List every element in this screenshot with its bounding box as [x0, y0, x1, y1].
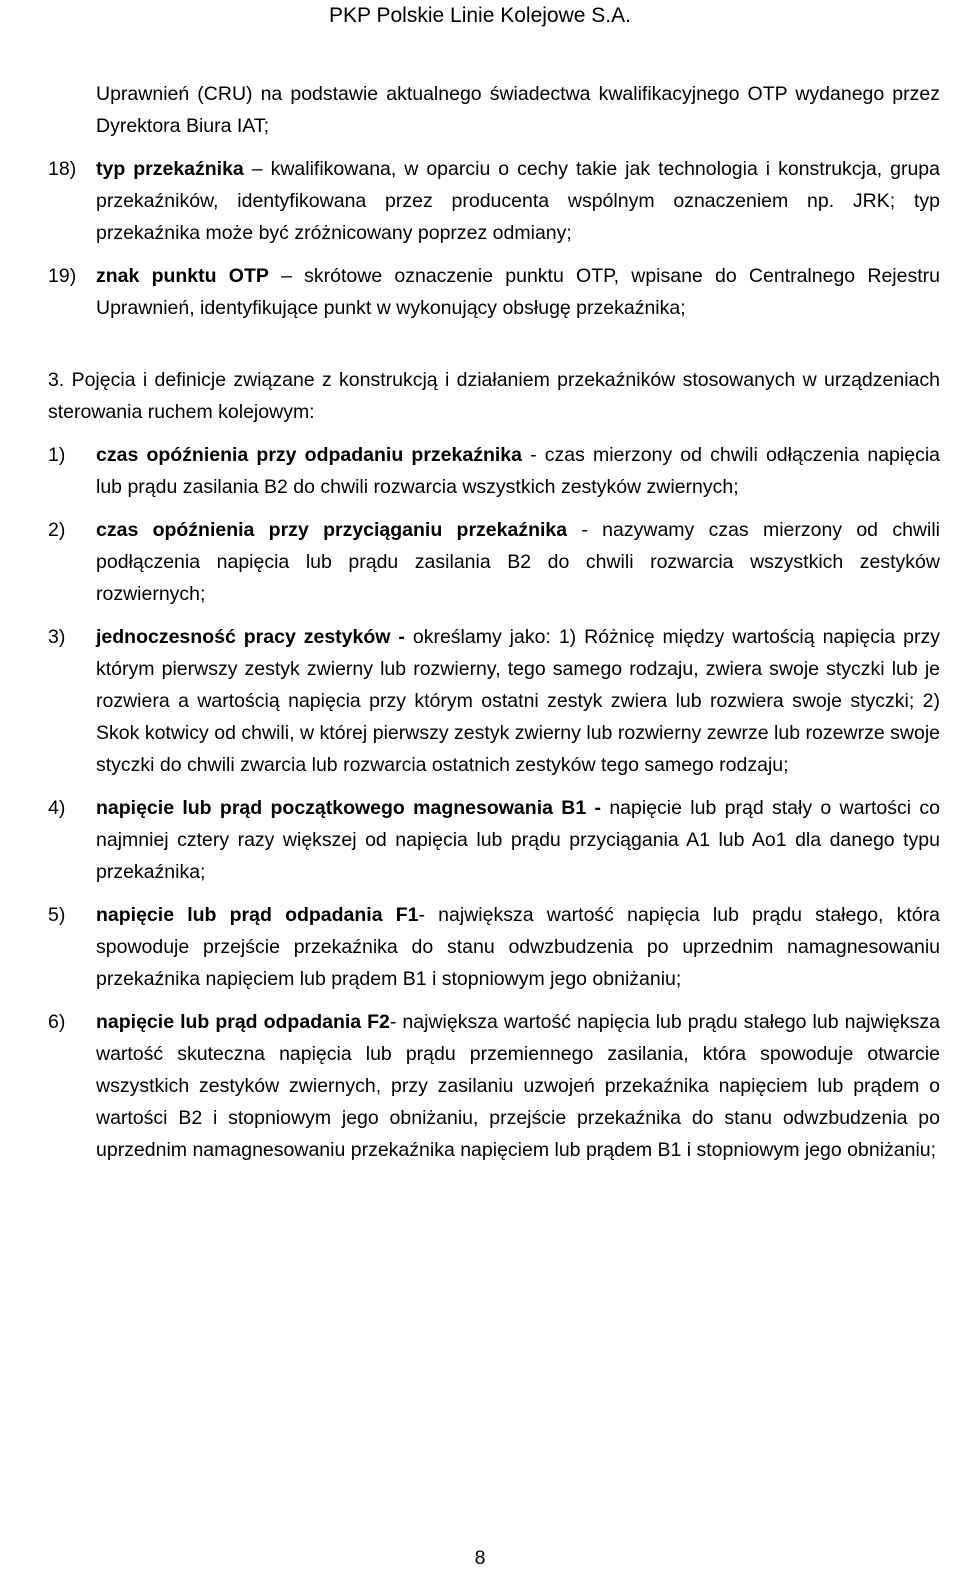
item-term: napięcie lub prąd odpadania F1 — [96, 904, 419, 926]
definition-item — [48, 1006, 940, 1166]
item-term: znak punktu OTP — [96, 265, 269, 287]
page-number: 8 — [474, 1547, 486, 1569]
item-text — [96, 792, 940, 888]
definition-item — [48, 621, 940, 781]
item-number: 4) — [48, 797, 66, 819]
item-number: 3) — [48, 626, 66, 648]
item-definition: - największa wartość napięcia lub prądu stałego lub największa wartość skuteczna napięcia lub prądu przemiennego zasilania, która spowoduje otwarcie wszystkich zestyków zwiernych, przy zasilaniu uzwojeń przekaźnika napięciem lub prądem o wartości B2 i stopniowym jego obniżaniu, przejście przekaźnika do stanu odwzbudzenia po uprzednim namagnesowaniu przekaźnika napięciem lub prądem B1 i stopniowym jego obniżaniu; — [96, 1011, 940, 1161]
item-text — [96, 899, 940, 995]
item-text — [96, 1006, 940, 1166]
section-3-intro — [48, 364, 940, 428]
item-definition: - czas mierzony od chwili odłączenia napięcia lub prądu zasilania B2 do chwili rozwarcia wszystkich zestyków zwiernych; — [96, 444, 940, 498]
continuation-paragraph: Uprawnień (CRU) na podstawie aktualnego świadectwa kwalifikacyjnego OTP wydanego przez Dyrektora Biura IAT; — [96, 83, 940, 137]
item-term: napięcie lub prąd początkowego magnesowania B1 - — [96, 797, 602, 819]
item-number: 2) — [48, 519, 66, 541]
item-definition: - największa wartość napięcia lub prądu stałego, która spowoduje przejście przekaźnika do stanu odwzbudzenia po uprzednim namagnesowaniu przekaźnika napięciem lub prądem B1 i stopniowym jego obniżaniu; — [96, 904, 940, 990]
definition-item-18 — [48, 153, 940, 249]
item-text — [96, 260, 940, 324]
definition-item — [48, 792, 940, 888]
item-definition: – kwalifikowana, w oparciu o cechy takie jak technologia i konstrukcja, grupa przekaźników, identyfikowana przez producenta wspólnym oznaczeniem np. JRK; typ przekaźnika może być zróżnicowany poprzez odmiany; — [96, 158, 940, 244]
item-text — [96, 153, 940, 249]
item-definition: napięcie lub prąd stały o wartości co najmniej cztery razy większej od napięcia lub prądu przyciągania A1 lub Ao1 dla danego typu przekaźnika; — [96, 797, 940, 883]
item-term: typ przekaźnika — [96, 158, 244, 180]
definition-item — [48, 899, 940, 995]
definition-item-19 — [48, 260, 940, 324]
item-term: jednoczesność pracy zestyków - — [96, 626, 405, 648]
item-definition: - nazywamy czas mierzony od chwili podłączenia napięcia lub prądu zasilania B2 do chwili rozwarcia wszystkich zestyków rozwiernych; — [96, 519, 940, 605]
section-text: Pojęcia i definicje związane z konstrukcją i działaniem przekaźników stosowanych w urządzeniach sterowania ruchem kolejowym: — [48, 369, 940, 423]
item-term: napięcie lub prąd odpadania F2 — [96, 1011, 390, 1033]
item-term: czas opóźnienia przy przyciąganiu przekaźnika — [96, 519, 568, 541]
item-number: 6) — [48, 1011, 66, 1033]
item-number: 18) — [48, 158, 77, 180]
item-text — [96, 514, 940, 610]
item-definition: określamy jako: 1) Różnicę między wartością napięcia przy którym pierwszy zestyk zwierny lub rozwierny, tego samego rodzaju, zwiera swoje styczki lub je rozwiera a wartością napięcia przy którym ostatni zestyk zwiera lub rozwiera swoje styczki; 2) Skok kotwicy od chwili, w której pierwszy zestyk zwierny lub rozwierny zewrze lub rozewrze swoje styczki do chwili zwarcia lub rozwarcia ostatnich zestyków tego samego rodzaju; — [96, 626, 941, 776]
item-text — [96, 621, 940, 781]
item-text — [96, 439, 940, 503]
item-number: 19) — [48, 265, 77, 287]
definition-item — [48, 439, 940, 503]
page-header: PKP Polskie Linie Kolejowe S.A. — [329, 4, 631, 27]
document-body — [48, 78, 940, 1166]
section-number: 3. — [48, 369, 65, 391]
item-number: 5) — [48, 904, 66, 926]
item-number: 1) — [48, 444, 66, 466]
definition-item — [48, 514, 940, 610]
item-definition: – skrótowe oznaczenie punktu OTP, wpisane do Centralnego Rejestru Uprawnień, identyfikujące punkt w wykonujący obsługę przekaźnika; — [96, 265, 940, 319]
item-term: czas opóźnienia przy odpadaniu przekaźnika — [96, 444, 522, 466]
